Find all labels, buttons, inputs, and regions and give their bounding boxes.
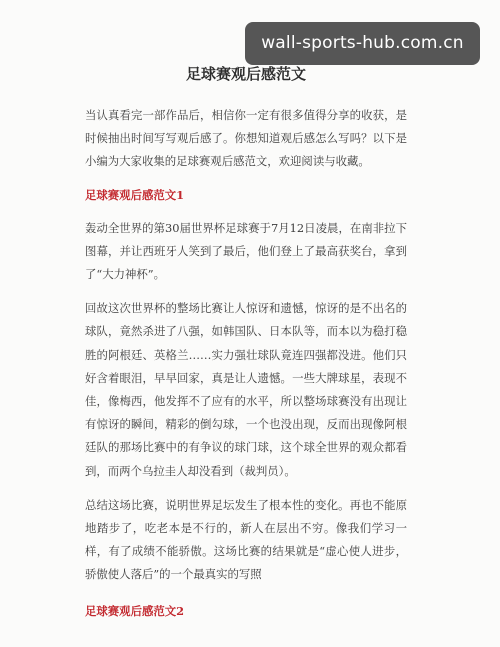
watermark-badge: wall-sports-hub.com.cn	[245, 22, 480, 65]
section1-paragraph-3: 总结这场比赛，说明世界足坛发生了根本性的变化。再也不能原地踏步了，吃老本是不行的，新人在层出不穷。像我们学习一样，有了成绩不能骄傲。这场比赛的结果就是“虚心使人进步，骄傲使人落后”的一个最真实的写照	[85, 497, 407, 582]
document-page	[85, 63, 407, 633]
section-heading-1: 足球赛观后感范文1	[85, 187, 185, 202]
document-title: 足球赛观后感范文	[185, 65, 306, 83]
intro-paragraph: 当认真看完一部作品后，相信你一定有很多值得分享的收获，是时候抽出时间写写观后感了。你想知道观后感怎么写吗？以下是小编为大家收集的足球赛观后感范文，欢迎阅读与收藏。	[85, 108, 407, 169]
section1-paragraph-2: 回故这次世界杯的整场比赛让人惊讶和遗憾，惊讶的是不出名的球队，竟然杀进了八强，如韩国队、日本队等，而本以为稳打稳胜的阿根廷、英格兰……实力强壮球队竟连四强都没进。他们只好含着眼泪，早早回家，真是让人遗憾。一些大牌球星，表现不佳，像梅西，他发挥不了应有的水平，所以整场球赛没有出现让有惊讶的瞬间，精彩的倒勾球，一个也没出现，反而出现像阿根廷队的那场比赛中的有争议的球门球，这个球全世界的观众都看到，而两个乌拉圭人却没看到（裁判员）。	[85, 301, 407, 478]
section1-paragraph-1: 轰动全世界的第30届世界杯足球赛于7月12日凌晨，在南非拉下图幕，并让西班牙人笑到了最后，他们登上了最高获奖台，拿到了“大力神杯”。	[85, 220, 407, 282]
section-heading-2: 足球赛观后感范文2	[85, 603, 185, 618]
